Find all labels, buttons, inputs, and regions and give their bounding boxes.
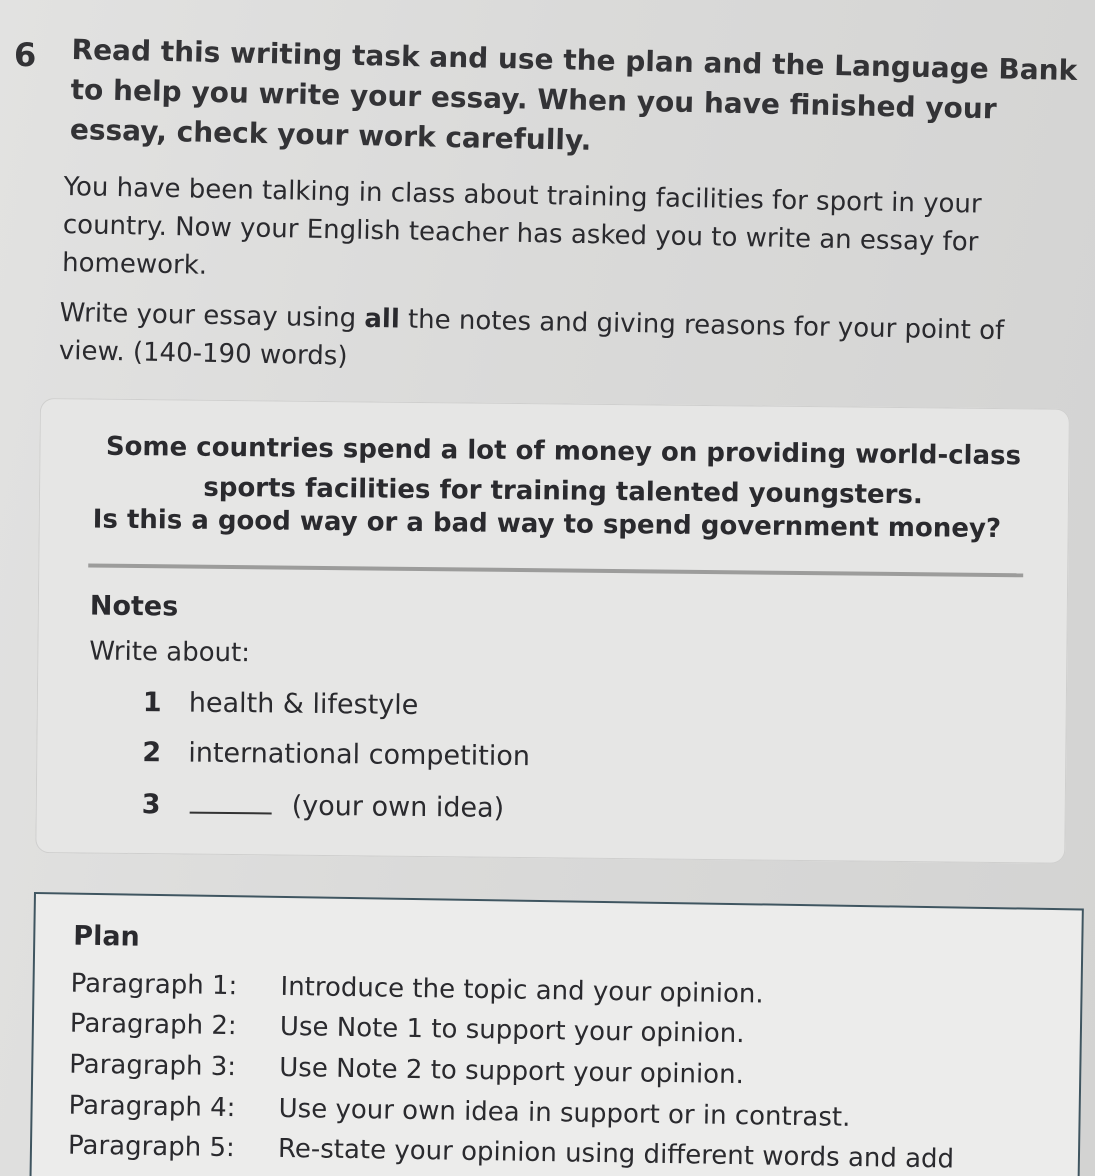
note-item bbox=[143, 687, 419, 721]
task-instructions: Read this writing task and use the plan and the Language Bank to help you write your essay. When you have finished your essay, check your work carefully. bbox=[69, 32, 1078, 157]
note-text: (your own idea) bbox=[291, 790, 505, 824]
plan-row bbox=[68, 1091, 850, 1133]
plan-paragraph-text: Use Note 1 to support your opinion. bbox=[279, 1011, 745, 1050]
plan-paragraph-label: Paragraph 1: bbox=[70, 968, 238, 1002]
plan-paragraph-label: Paragraph 2: bbox=[69, 1008, 237, 1042]
directions-text-before: Write your essay using bbox=[59, 297, 365, 334]
plan-paragraph-text: Re-state your opinion using different words and add bbox=[277, 1133, 955, 1175]
plan-row bbox=[68, 1131, 955, 1175]
plan-paragraph-text: Use Note 2 to support your opinion. bbox=[279, 1052, 745, 1091]
directions-emphasis: all bbox=[364, 303, 401, 335]
task-situation: You have been talking in class about training facilities for sport in your country. Now your English teacher has asked you to write an essay for homework. bbox=[61, 171, 982, 281]
plan-title: Plan bbox=[73, 920, 141, 953]
notes-intro: Write about: bbox=[89, 636, 251, 669]
divider bbox=[88, 564, 1023, 578]
note-number: 1 bbox=[142, 687, 162, 719]
note-item bbox=[142, 789, 505, 824]
plan-paragraph-text: Introduce the topic and your opinion. bbox=[280, 971, 764, 1010]
note-number: 3 bbox=[141, 789, 161, 821]
note-text: international competition bbox=[188, 737, 531, 773]
plan-paragraph-text: Use your own idea in support or in contrast. bbox=[278, 1093, 851, 1133]
plan-row bbox=[70, 969, 764, 1010]
essay-question: Is this a good way or a bad way to spend government money? bbox=[92, 504, 1002, 545]
note-number: 2 bbox=[142, 737, 162, 769]
answer-blank bbox=[190, 792, 272, 815]
essay-statement: Some countries spend a lot of money on providing world-class sports facilities for training talented youngsters. bbox=[105, 431, 1022, 511]
essay-question-box bbox=[35, 398, 1070, 864]
note-item bbox=[142, 737, 530, 772]
task-number: 6 bbox=[14, 36, 37, 74]
task-directions bbox=[59, 294, 1060, 389]
plan-paragraph-label: Paragraph 3: bbox=[69, 1049, 237, 1083]
plan-row bbox=[69, 1050, 744, 1091]
directions-text-after: the notes and giving reasons for your point of view. (140-190 words) bbox=[58, 304, 1005, 372]
plan-paragraph-label: Paragraph 5: bbox=[67, 1130, 235, 1164]
plan-row bbox=[70, 1009, 745, 1050]
notes-heading: Notes bbox=[89, 590, 179, 623]
note-text: health & lifestyle bbox=[188, 687, 419, 721]
plan-paragraph-label: Paragraph 4: bbox=[68, 1090, 236, 1124]
plan-box bbox=[29, 892, 1084, 1176]
